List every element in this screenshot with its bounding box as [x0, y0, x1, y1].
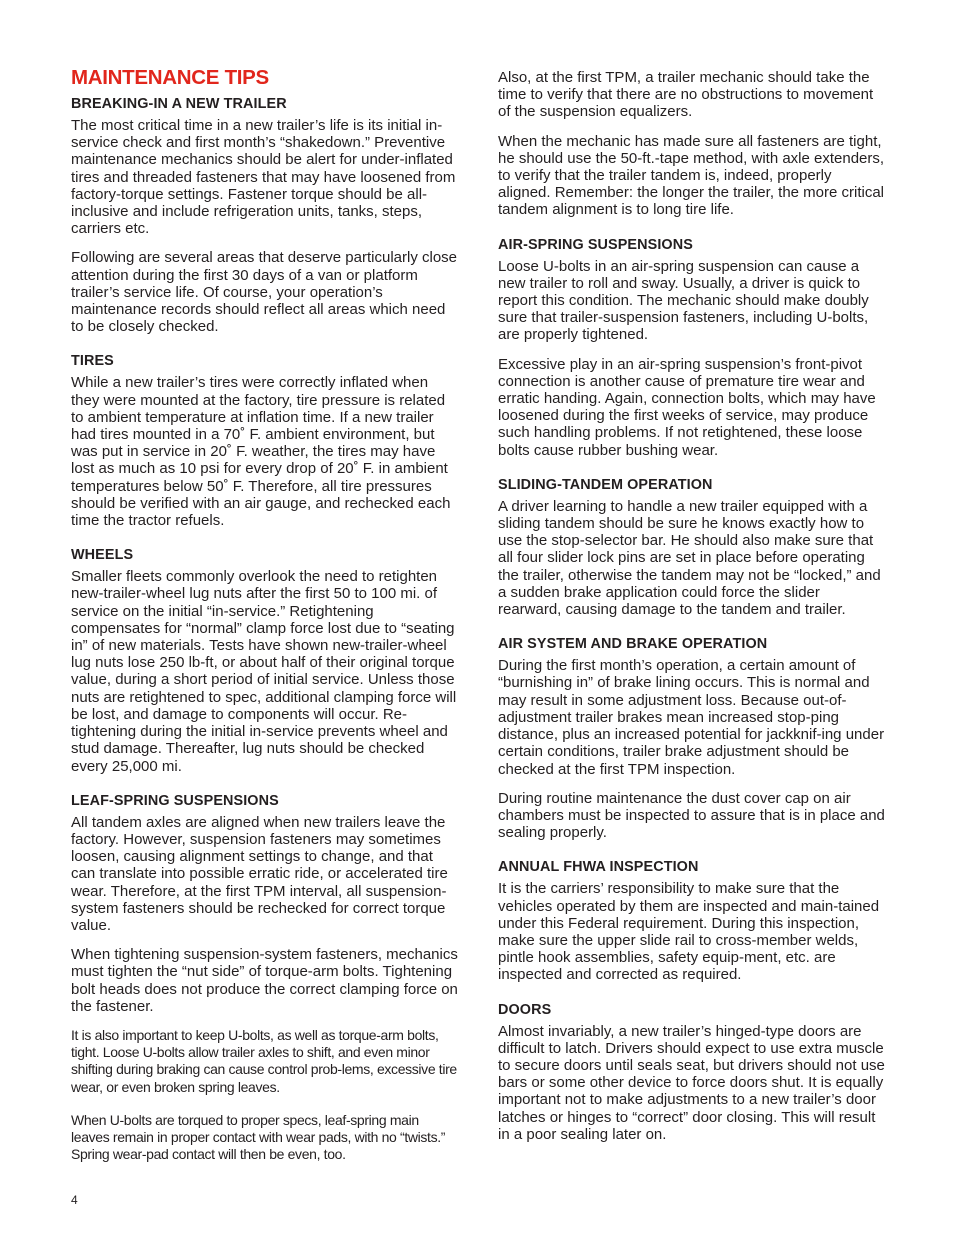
section-air-spring [498, 236, 886, 459]
section-air-system [498, 635, 886, 841]
right-column [498, 69, 886, 1155]
paragraph: Smaller fleets commonly overlook the need to retighten new-trailer-wheel lug nuts after the first 50 to 100 mi. of service on the initial “in-service.” Retightening compensates for “normal” clamp force lost due to “seating in” of new materials. Tests have shown new-trailer-wheel lug nuts lose 250 lb-ft, or about half of their original torque value, during a short period of initial service. Unless those nuts are retightened to spec, additional clamping force will be lost, and damage to components will occur. Re-tightening during the initial in-service prevents wheel and stud damage. Thereafter, lug nuts should be checked every 25,000 mi. [71, 568, 457, 775]
paragraph: When tightening suspension-system fasteners, mechanics must tighten the “nut side” of torque-arm bolts. Tightening bolt heads does not produce the correct clamping force on the fastener. [71, 946, 458, 1015]
paragraph: Excessive play in an air-spring suspension’s front-pivot connection is another cause of premature tire wear and erratic handing. Again, connection bolts, which may have loosened during the first weeks of service, may produce such handling problems. If not retightened, these loose bolts cause rubber bushing wear. [498, 355, 876, 459]
paragraph: Almost invariably, a new trailer’s hinged-type doors are difficult to latch. Drivers should expect to use extra muscle to secure doors until seals seat, but drivers should not use bars or some other device to force doors shut. It is equally important not to make adjustments to a new trailer’s door latches or hinges to “correct” door closing. This will result in a poor sealing later on. [498, 1022, 885, 1143]
section-fhwa [498, 858, 886, 983]
paragraph: When the mechanic has made sure all fasteners are tight, he should use the 50-ft.-tape method, with axle extenders, to verify that the trailer tandem is, indeed, properly aligned. Remember: the longer the trailer, the more critical tandem alignment is to long tire life. [498, 132, 885, 219]
paragraph: Following are several areas that deserve particularly close attention during the first 30 days of a van or platform trailer’s service life. Of course, your operation’s maintenance records should reflect all areas which need to be closely checked. [71, 249, 458, 336]
page-number: 4 [71, 1193, 78, 1207]
section-doors [498, 1001, 886, 1143]
section-heading: AIR-SPRING SUSPENSIONS [498, 236, 693, 253]
section-heading: ANNUAL FHWA INSPECTION [498, 859, 699, 876]
paragraph: Loose U-bolts in an air-spring suspension can cause a new trailer to roll and sway. Usually, a driver is quick to report this condition. The mechanic should make doubly sure that trailer-suspension fasteners, including U-bolts, are properly tightened. [498, 257, 869, 344]
section-heading: LEAF-SPRING SUSPENSIONS [71, 792, 279, 809]
paragraph: During the first month’s operation, a certain amount of “burnishing in” of brake lining occurs. This is normal and may result in some adjustment loss. Because out-of-adjustment trailer brakes mean increased stop-ping distance, plus an increased potential for jackknif-ing under certain conditions, trailer brake adjustment should be checked at the first TPM inspection. [498, 657, 885, 778]
section-sliding-tandem [498, 476, 886, 618]
section-heading: DOORS [498, 1001, 552, 1018]
paragraph: It is also important to keep U-bolts, as well as torque-arm bolts, tight. Loose U-bolts allow trailer axles to shift, and even minor shifting during braking can cause control prob-lems, excessive tire wear, or even broken spring leaves. [71, 1026, 457, 1095]
paragraph: It is the carriers’ responsibility to make sure that the vehicles operated by them are inspected and main-tained under this Federal requirement. During this inspection, make sure the upper slide rail to cross-member welds, pintle hook assemblies, safety equip-ment, etc. are inspected and corrected as required. [498, 880, 880, 984]
paragraph: All tandem axles are aligned when new trailers leave the factory. However, suspension fasteners may sometimes loosen, causing alignment settings to change, and that can translate into possible erratic ride, or accelerated tire wear. Therefore, at the first TPM interval, all suspension-system fasteners should be rechecked for correct torque value. [71, 813, 448, 934]
section-breaking-in [71, 95, 459, 335]
section-heading: WHEELS [71, 547, 134, 564]
paragraph: While a new trailer’s tires were correctly inflated when they were mounted at the factory, tire pressure is related to ambient temperature at inflation time. If a new trailer had tires mounted in a 70˚ F. ambient environment, but was put in service in 20˚ F. weather, the tires may have lost as much as 10 psi for every drop of 20˚ F. in ambient temperatures below 50˚ F. Therefore, all tire pressures should be verified with an air gauge, and rechecked each time the tractor refuels. [71, 374, 451, 530]
paragraph: A driver learning to handle a new trailer equipped with a sliding tandem should be sure he knows exactly how to use the stop-selector bar. He should also make sure that all four slider lock pins are set in place before operating the trailer, otherwise the tandem may not be “locked,” and a sudden brake application could force the slider rearward, causing damage to the tandem and trailer. [498, 497, 881, 619]
section-wheels [71, 546, 459, 774]
section-heading: AIR SYSTEM AND BRAKE OPERATION [498, 636, 768, 653]
paragraph: The most critical time in a new trailer’s life is its initial in-service check and first month’s “shakedown.” Preventive maintenance mechanics should be alert for under-inflated tires and threaded fasteners that may have loosened from factory-torque settings. Fastener torque should be all-inclusive and include refrigeration units, tanks, steps, carriers etc. [71, 117, 456, 238]
section-leaf-spring [71, 792, 459, 1164]
section-tires [71, 352, 459, 529]
paragraph: When U-bolts are torqued to proper specs, leaf-spring main leaves remain in proper contact with wear pads, with no “twists.” Spring wear-pad contact will then be even, too. [71, 1111, 446, 1163]
left-column [71, 66, 459, 1175]
section-heading: BREAKING-IN A NEW TRAILER [71, 96, 287, 112]
section-heading: TIRES [71, 353, 114, 370]
paragraph: Also, at the first TPM, a trailer mechanic should take the time to verify that there are no obstructions to movement of the suspension equalizers. [498, 69, 874, 121]
section-heading: SLIDING-TANDEM OPERATION [498, 476, 713, 493]
page-title: MAINTENANCE TIPS [71, 66, 269, 89]
paragraph: During routine maintenance the dust cover cap on air chambers must be inspected to assure that is in place and sealing properly. [498, 789, 885, 842]
section-tpm [498, 69, 886, 219]
